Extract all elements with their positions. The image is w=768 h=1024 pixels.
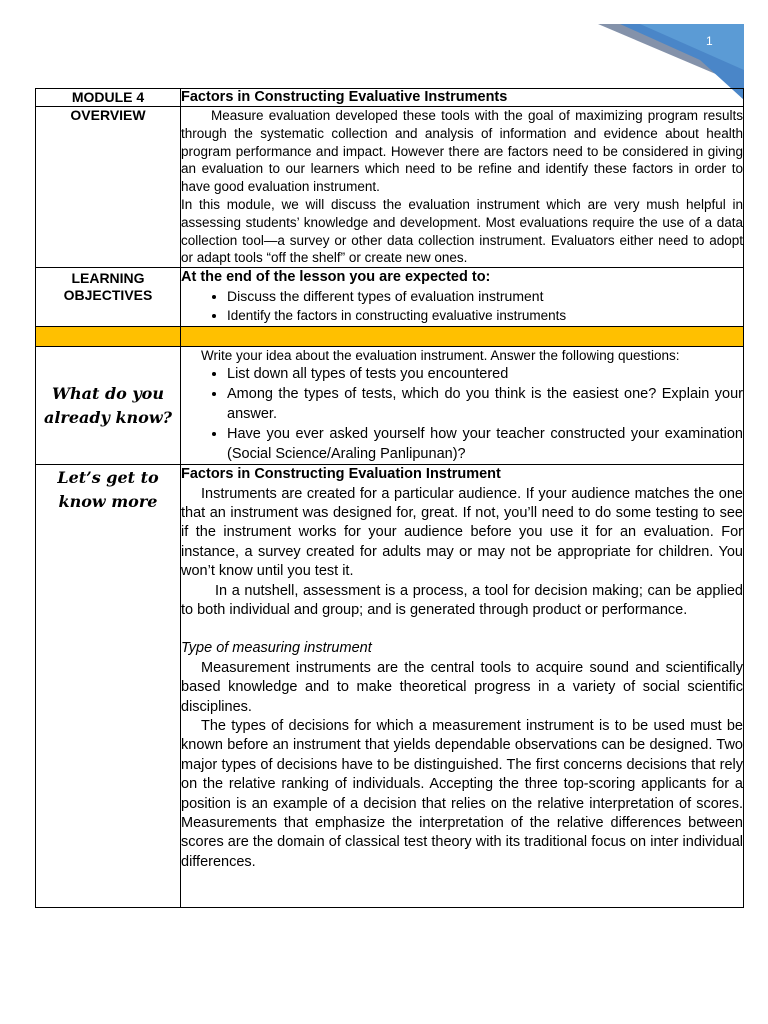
objectives-label: LEARNING OBJECTIVES bbox=[36, 268, 181, 327]
know-more-label: Let’s get to know more bbox=[57, 468, 159, 512]
body-paragraph: Instruments are created for a particular audience. If your audience matches the one that an instrument was designed for, great. If not, you’ll need to do some testing to see if the instrument works for your audience before you use it for an evaluation. For instance, a survey created for adults may or may not be appropriate for children. You won’t know until you test it. bbox=[181, 485, 743, 580]
divider-cell bbox=[36, 327, 181, 347]
overview-content bbox=[181, 107, 744, 268]
already-know-label-cell bbox=[36, 347, 181, 465]
body-paragraph: Measurement instruments are the central tools to acquire sound and scientifically based knowledge and to make theoretical progress in a variety of social scientific disciplines. bbox=[181, 659, 743, 715]
question-item: • Have you ever asked yourself how your teacher constructed your examination (Social Science/Araling Panlipunan)? bbox=[227, 424, 743, 464]
objective-item: • Identify the factors in constructing evaluative instruments bbox=[227, 306, 743, 326]
objectives-row bbox=[36, 268, 744, 327]
objectives-heading: At the end of the lesson you are expected to: bbox=[181, 269, 491, 286]
divider-row bbox=[36, 327, 744, 347]
know-more-label-cell bbox=[36, 465, 181, 908]
know-more-content bbox=[181, 465, 744, 908]
module-table bbox=[35, 88, 744, 908]
already-know-intro: Write your idea about the evaluation instrument. Answer the following questions: bbox=[201, 348, 680, 364]
module-label: MODULE 4 bbox=[36, 89, 181, 107]
question-item: • Among the types of tests, which do you think is the easiest one? Explain your answer. bbox=[227, 384, 743, 424]
overview-paragraph: In this module, we will discuss the evaluation instrument which are very mush helpful in assessing students’ knowledge and development. Most evaluations require the use of a data collection tool—a survey or other data collection instrument. Evaluators either need to adopt or adapt tools “off the shelf” or create new ones. bbox=[181, 196, 743, 266]
divider-cell bbox=[181, 327, 744, 347]
know-more-row bbox=[36, 465, 744, 908]
section-title: Factors in Constructing Evaluation Instrument bbox=[181, 466, 501, 483]
body-paragraph: In a nutshell, assessment is a process, a tool for decision making; can be applied to both individual and group; and is generated through product or performance. bbox=[181, 582, 743, 619]
objective-item: • Discuss the different types of evaluation instrument bbox=[227, 286, 743, 306]
already-know-label: What do you already know? bbox=[43, 383, 172, 427]
overview-row bbox=[36, 107, 744, 268]
already-know-content bbox=[181, 347, 744, 465]
module-row bbox=[36, 89, 744, 107]
question-item: • List down all types of tests you encountered bbox=[227, 364, 743, 384]
overview-label: OVERVIEW bbox=[36, 107, 181, 268]
already-know-row bbox=[36, 347, 744, 465]
overview-paragraph: Measure evaluation developed these tools with the goal of maximizing program results through the systematic collection and analysis of information and evidence about health program performance and impact. However there are factors need to be considered in giving an evaluation to our learners which need to be refine and identify these factors in order to have good evaluation instrument. bbox=[181, 108, 743, 195]
module-title: Factors in Constructing Evaluative Instruments bbox=[181, 89, 744, 107]
body-paragraph: The types of decisions for which a measurement instrument is to be used must be known before an instrument that yields dependable observations can be designed. Two major types of decisions have to be distinguished. The first concerns decisions that rely on the relative ranking of individuals. Accepting the three top-scoring applicants for a position is an example of a decision that relies on the relative interpretation of scores. Measurements that emphasize the interpretation of the relative differences between scores are the domain of classical test theory with its traditional focus on inter individual differences. bbox=[181, 718, 743, 870]
page-number: 1 bbox=[706, 34, 713, 48]
subheading: Type of measuring instrument bbox=[181, 640, 372, 657]
objectives-content bbox=[181, 268, 744, 327]
